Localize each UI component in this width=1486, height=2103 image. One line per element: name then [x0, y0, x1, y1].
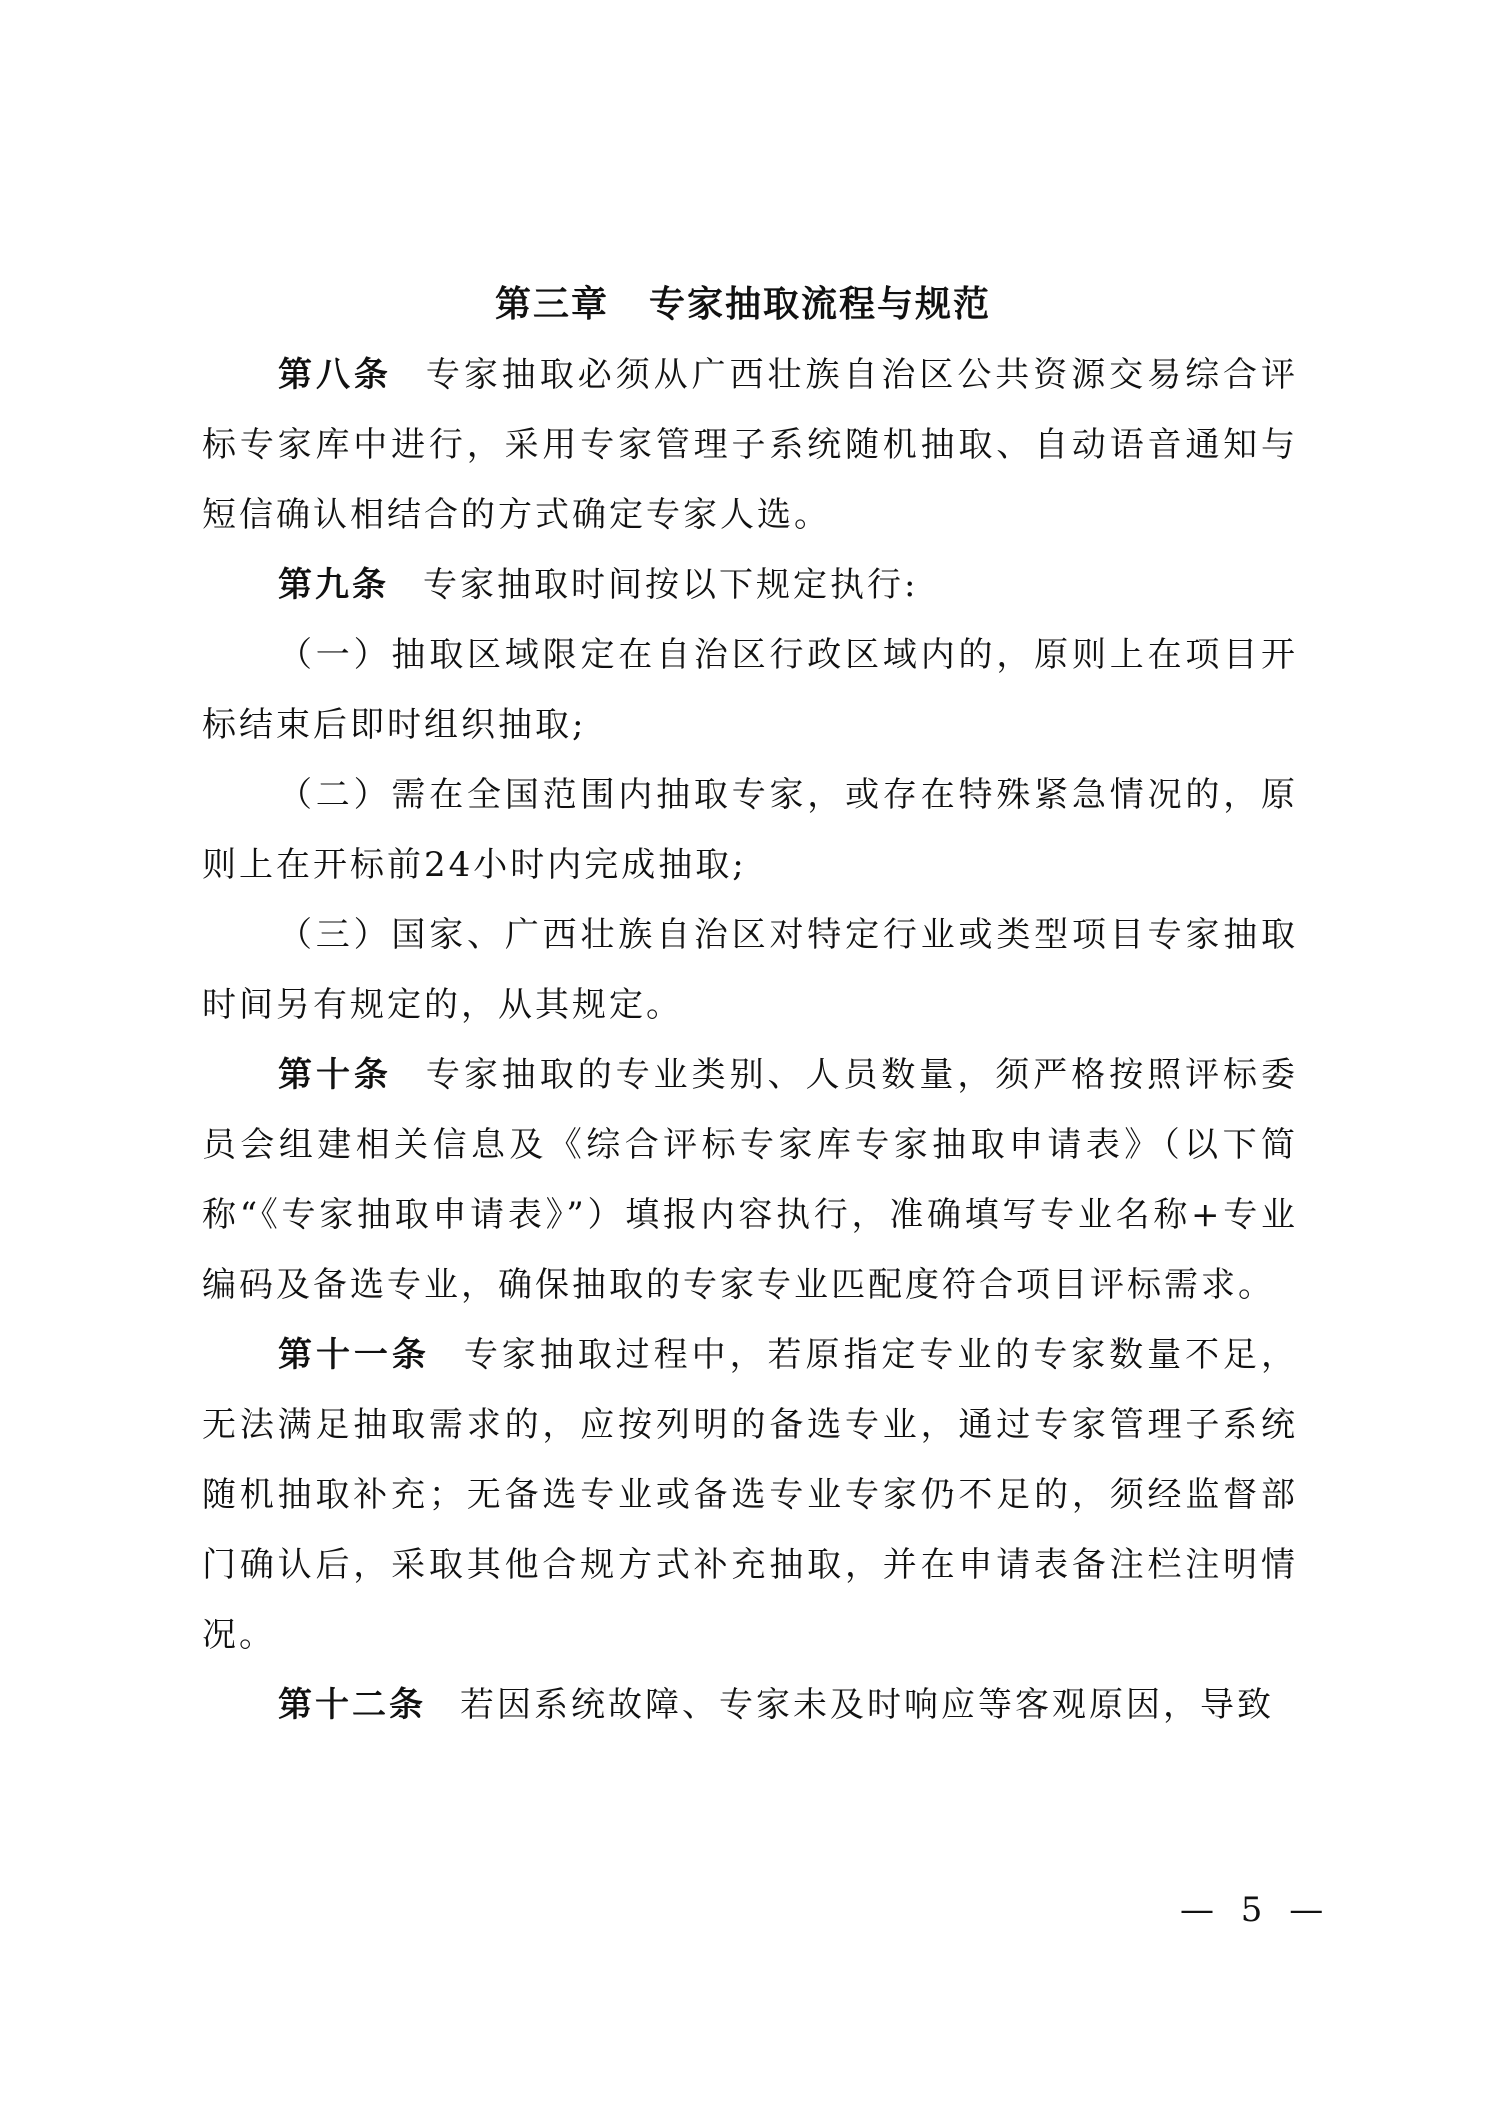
paragraph-text: 专家抽取过程中，若原指定专业的专家数量不足，无法满足抽取需求的，应按列明的备选专业，通过专家管理子系统随机抽取补充；无备选专业或备选专业专家仍不足的，须经监督部门确认后，采取其他合规方式补充抽取，并在申请表备注栏注明情况。	[202, 1335, 1299, 1655]
article-label: 第八条	[278, 355, 392, 395]
paragraph-text: （一）抽取区域限定在自治区行政区域内的，原则上在项目开标结束后即时组织抽取;	[202, 635, 1298, 745]
chapter-title: 专家抽取流程与规范	[649, 284, 992, 325]
chapter-number: 第三章	[494, 284, 609, 325]
paragraph-article-8	[202, 340, 1298, 550]
paragraph-item-3	[202, 900, 1298, 1040]
paragraph-text: （二）需在全国范围内抽取专家，或存在特殊紧急情况的，原则上在开标前24小时内完成抽取;	[202, 775, 1298, 885]
article-label: 第十一条	[278, 1335, 430, 1375]
body-text	[202, 340, 1298, 1740]
paragraph-text: 专家抽取时间按以下规定执行:	[423, 565, 919, 605]
paragraph-item-2	[202, 760, 1298, 900]
chapter-heading	[0, 275, 1486, 335]
page-number: — 5 —	[1180, 1890, 1332, 1930]
paragraph-text: 若因系统故障、专家未及时响应等客观原因，导致	[460, 1685, 1274, 1725]
article-label: 第十二条	[278, 1685, 426, 1725]
paragraph-text: 专家抽取的专业类别、人员数量，须严格按照评标委员会组建相关信息及《综合评标专家库专家抽取申请表》（以下简称“《专家抽取申请表》”）填报内容执行，准确填写专业名称+专业编码及备选专业，确保抽取的专家专业匹配度符合项目评标需求。	[202, 1055, 1299, 1305]
paragraph-article-9	[202, 550, 1298, 620]
paragraph-item-1	[202, 620, 1298, 760]
paragraph-text: 专家抽取必须从广西壮族自治区公共资源交易综合评标专家库中进行，采用专家管理子系统随机抽取、自动语音通知与短信确认相结合的方式确定专家人选。	[202, 355, 1299, 535]
paragraph-article-11	[202, 1320, 1298, 1670]
paragraph-text: （三）国家、广西壮族自治区对特定行业或类型项目专家抽取时间另有规定的，从其规定。	[202, 915, 1298, 1025]
paragraph-article-12	[202, 1670, 1298, 1740]
article-label: 第十条	[278, 1055, 392, 1095]
paragraph-article-10	[202, 1040, 1298, 1320]
article-label: 第九条	[278, 565, 389, 605]
